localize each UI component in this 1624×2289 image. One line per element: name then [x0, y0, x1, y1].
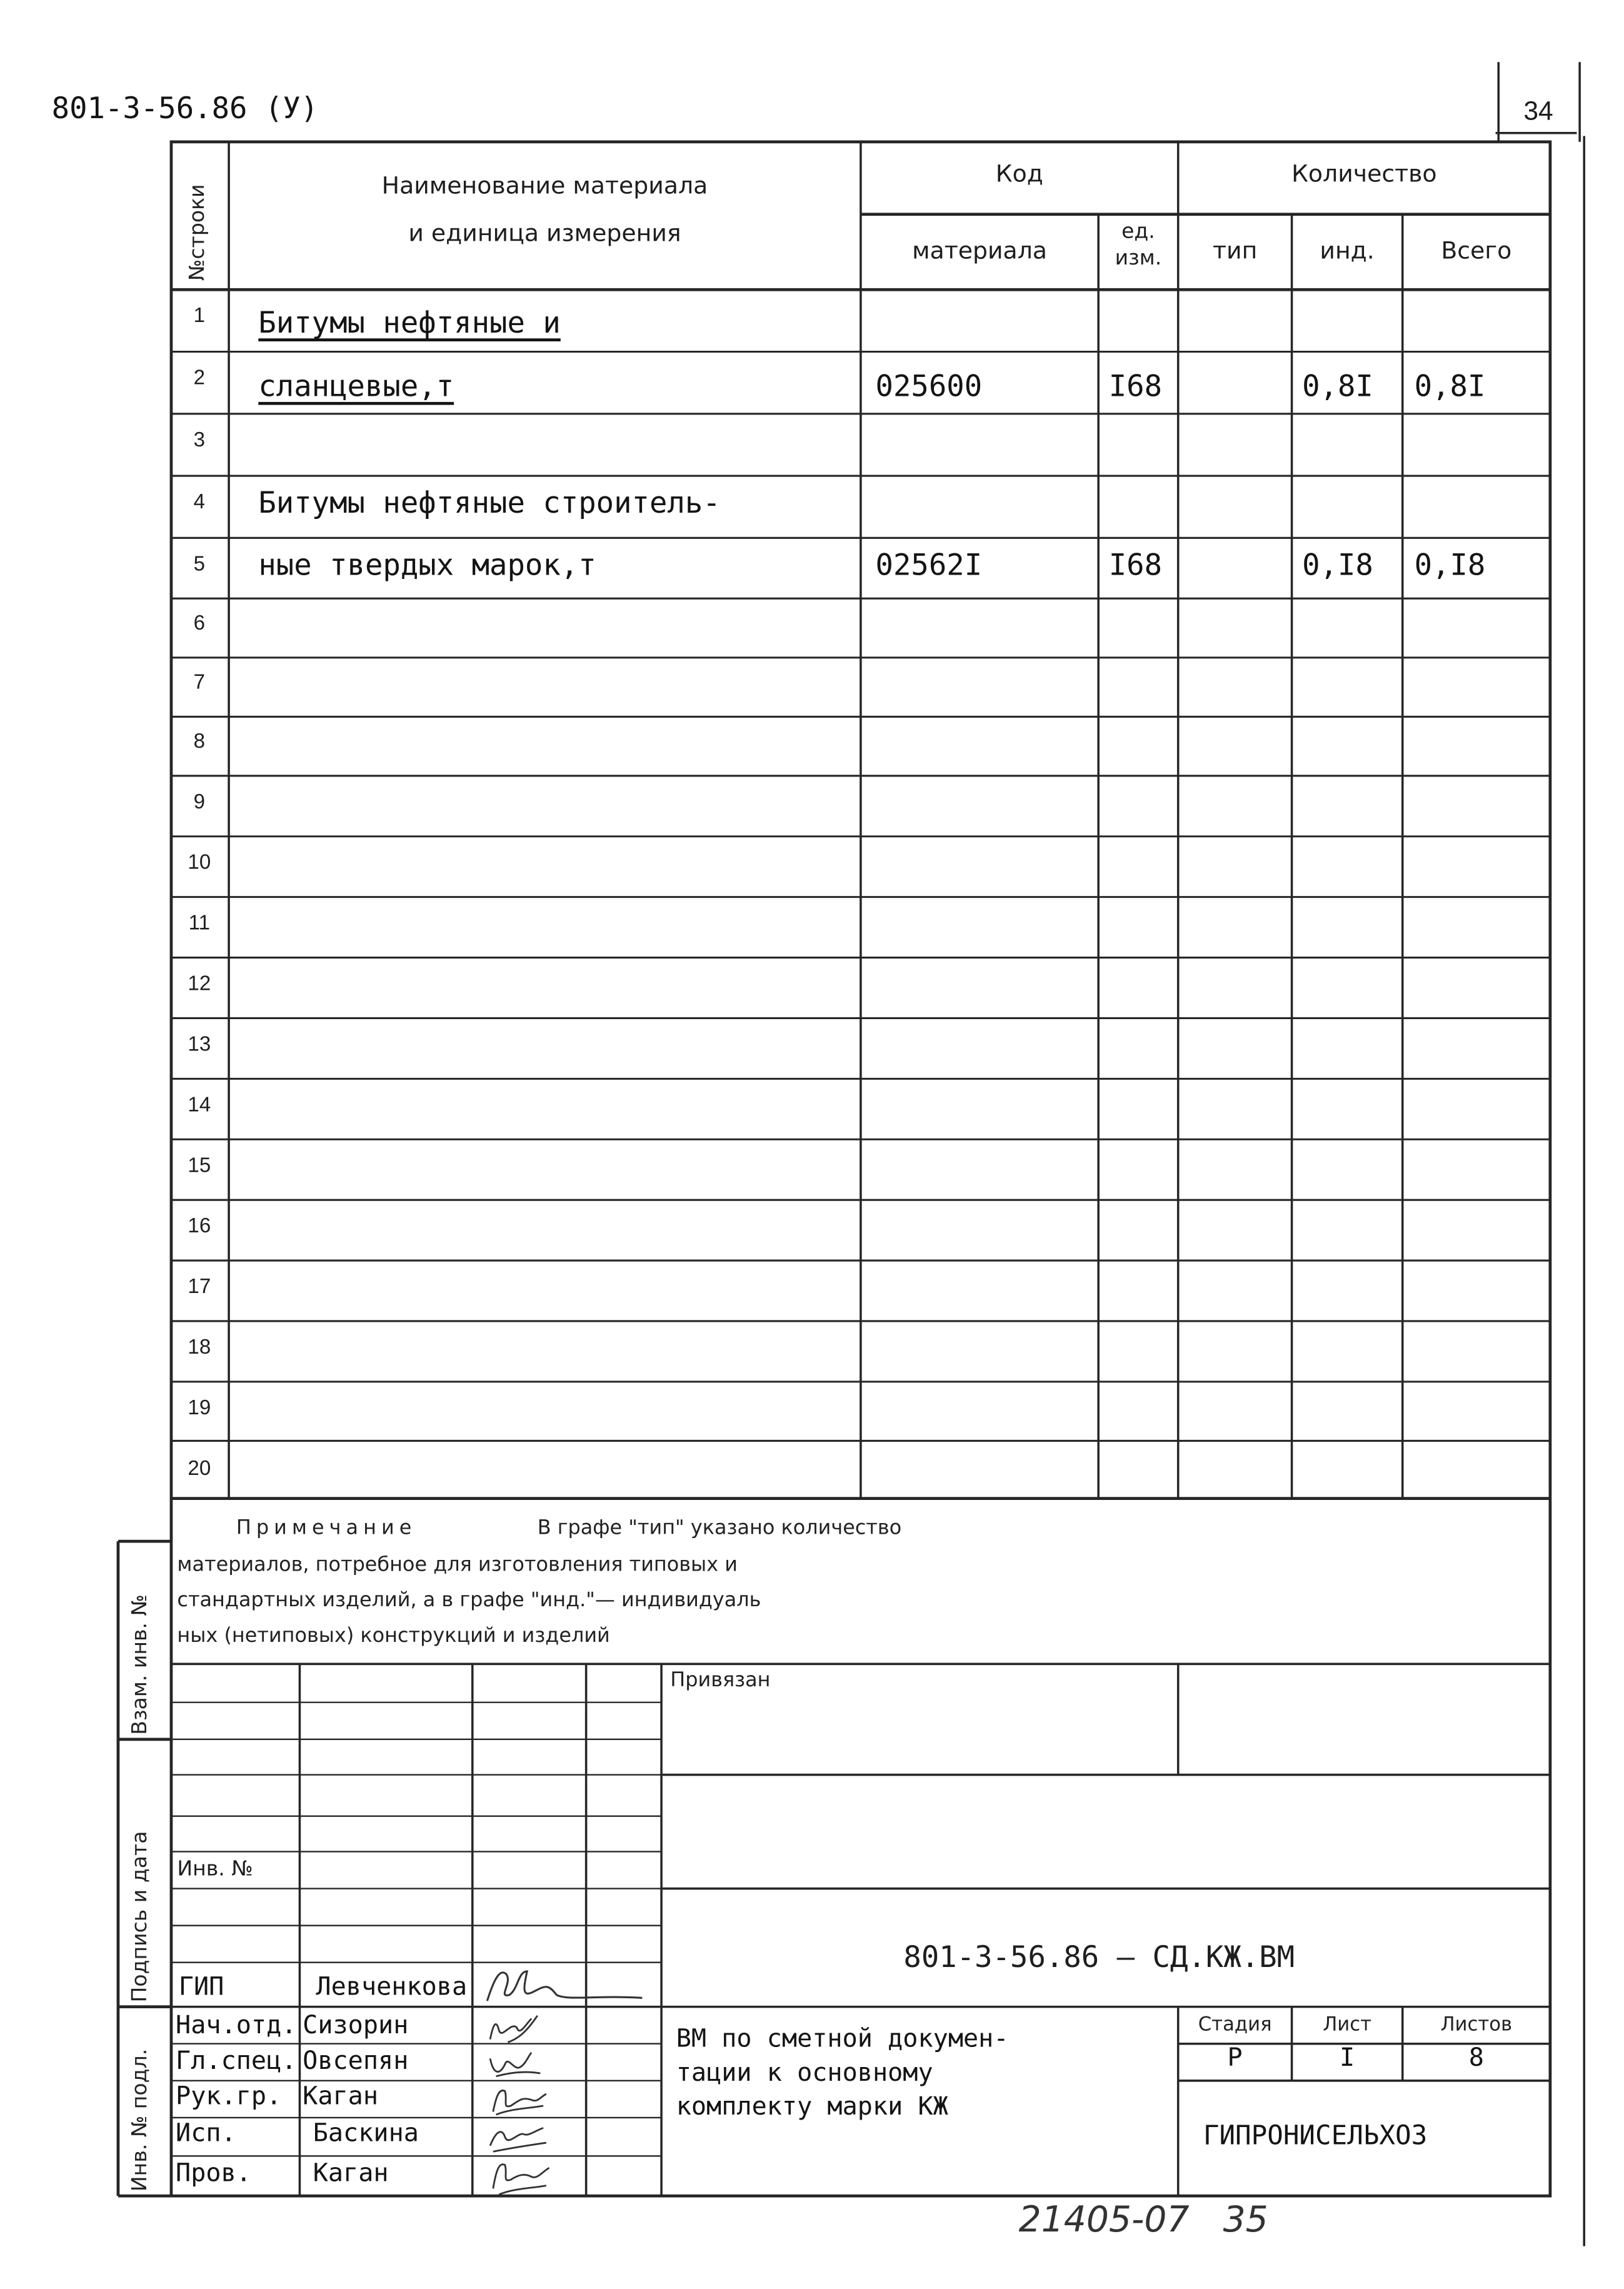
name-ovsepyan: Овсепян [303, 2046, 409, 2076]
note-line1: В графе "тип" указано количество [537, 1516, 902, 1540]
sheets-label: Листов [1440, 2014, 1513, 2036]
signature-kagan-1 [481, 2082, 555, 2118]
signature-sizorin [481, 2010, 555, 2048]
organization: ГИПРОНИСЕЛЬХОЗ [1203, 2120, 1428, 2152]
header-name-line1: Наименование материала [381, 171, 708, 200]
name-kagan-1: Каган [303, 2082, 379, 2112]
row-2-name: сланцевые,т [258, 368, 454, 404]
row-number: 18 [188, 1334, 211, 1359]
row-number: 9 [193, 789, 206, 813]
row-number: 3 [193, 427, 206, 451]
row-2-total: 0,8I [1414, 368, 1486, 404]
row-number: 1 [193, 303, 206, 327]
row-number: 5 [193, 551, 206, 575]
header-name-line2: и единица измерения [408, 218, 681, 247]
row-number: 11 [188, 910, 211, 934]
row-number: 20 [188, 1456, 211, 1479]
note-line3: стандартных изделий, а в графе "инд."— индивидуаль [177, 1588, 761, 1612]
name-levchenkova: Левченкова [316, 1973, 468, 2003]
header-material: материала [912, 236, 1048, 265]
stage-value: Р [1227, 2043, 1243, 2073]
row-4-name: Битумы нефтяные строитель- [258, 485, 721, 520]
role-isp: Исп. [176, 2119, 236, 2149]
sheet-label: Лист [1323, 2014, 1372, 2036]
row-number: 6 [193, 610, 206, 634]
signature-levchenkova [480, 1963, 672, 2010]
margin-vzam-inv: Взам. инв. № [128, 1594, 153, 1735]
row-2-unit: I68 [1108, 368, 1163, 404]
role-gip: ГИП [178, 1973, 224, 2003]
role-ruk-gr: Рук.гр. [176, 2082, 282, 2112]
stamp-title-line2: тации к основному [676, 2058, 933, 2088]
signature-baskina [481, 2119, 555, 2155]
row-number: 2 [193, 365, 206, 389]
sheets-value: 8 [1468, 2043, 1484, 2073]
margin-inv-podl: Инв. № подл. [128, 2048, 153, 2192]
signature-kagan-2 [481, 2156, 555, 2197]
row-5-unit: I68 [1108, 546, 1163, 583]
row-5-total: 0,I8 [1414, 546, 1486, 583]
role-nach-otd: Нач.отд. [176, 2011, 297, 2041]
row-2-code: 025600 [875, 368, 983, 404]
signature-ovsepyan [481, 2046, 555, 2082]
row-1-name: Битумы нефтяные и [258, 304, 561, 340]
name-sizorin: Сизорин [303, 2011, 409, 2041]
stamp-title-line3: комплекту марки КЖ [676, 2092, 948, 2122]
stage-label: Стадия [1198, 2014, 1272, 2036]
row-number: 8 [193, 728, 206, 753]
row-number: 13 [188, 1031, 211, 1055]
row-number: 15 [188, 1152, 211, 1177]
page-number: 34 [1523, 96, 1553, 126]
sheet-value: I [1340, 2043, 1355, 2073]
row-5-name: ные твердых марок,т [258, 546, 596, 583]
doc-designation: 801-3-56.86 – СД.КЖ.ВМ [903, 1938, 1295, 1975]
name-baskina: Баскина [313, 2119, 419, 2149]
margin-podpis-data: Подпись и дата [128, 1831, 153, 2003]
inv-no-label: Инв. № [177, 1857, 253, 1881]
row-number: 4 [193, 489, 206, 513]
row-number: 19 [188, 1395, 211, 1419]
note-line2: материалов, потребное для изготовления типовых и [177, 1553, 738, 1577]
row-5-code: 02562I [875, 546, 983, 583]
row-number: 17 [188, 1274, 211, 1298]
name-kagan-2: Каган [313, 2159, 389, 2189]
header-code: Код [995, 159, 1043, 188]
row-number: 7 [193, 669, 206, 693]
header-quantity: Количество [1291, 159, 1437, 188]
document-code: 801-3-56.86 (У) [51, 90, 319, 126]
row-2-ind: 0,8I [1302, 368, 1373, 404]
row-5-ind: 0,I8 [1302, 546, 1373, 583]
header-unit-line1: ед. [1121, 220, 1155, 244]
header-row-no: №строки [186, 184, 210, 281]
header-unit-line2: изм. [1115, 246, 1162, 271]
header-ind: инд. [1320, 236, 1375, 265]
row-number: 12 [188, 970, 211, 995]
row-number: 14 [188, 1092, 211, 1116]
row-number: 16 [188, 1213, 211, 1237]
note-line4: ных (нетиповых) конструкций и изделий [177, 1624, 610, 1648]
note-label: Примечание [236, 1516, 417, 1540]
stamp-title-line1: ВМ по сметной докумен- [676, 2024, 1009, 2055]
header-type: тип [1212, 236, 1258, 265]
row-number: 10 [188, 850, 211, 873]
role-gl-spec: Гл.спец. [176, 2046, 297, 2076]
role-prov: Пров. [176, 2159, 251, 2189]
bottom-number: 21405-07 35 [1018, 2198, 1268, 2241]
attached-label: Привязан [670, 1668, 771, 1693]
header-total: Всего [1441, 236, 1512, 265]
